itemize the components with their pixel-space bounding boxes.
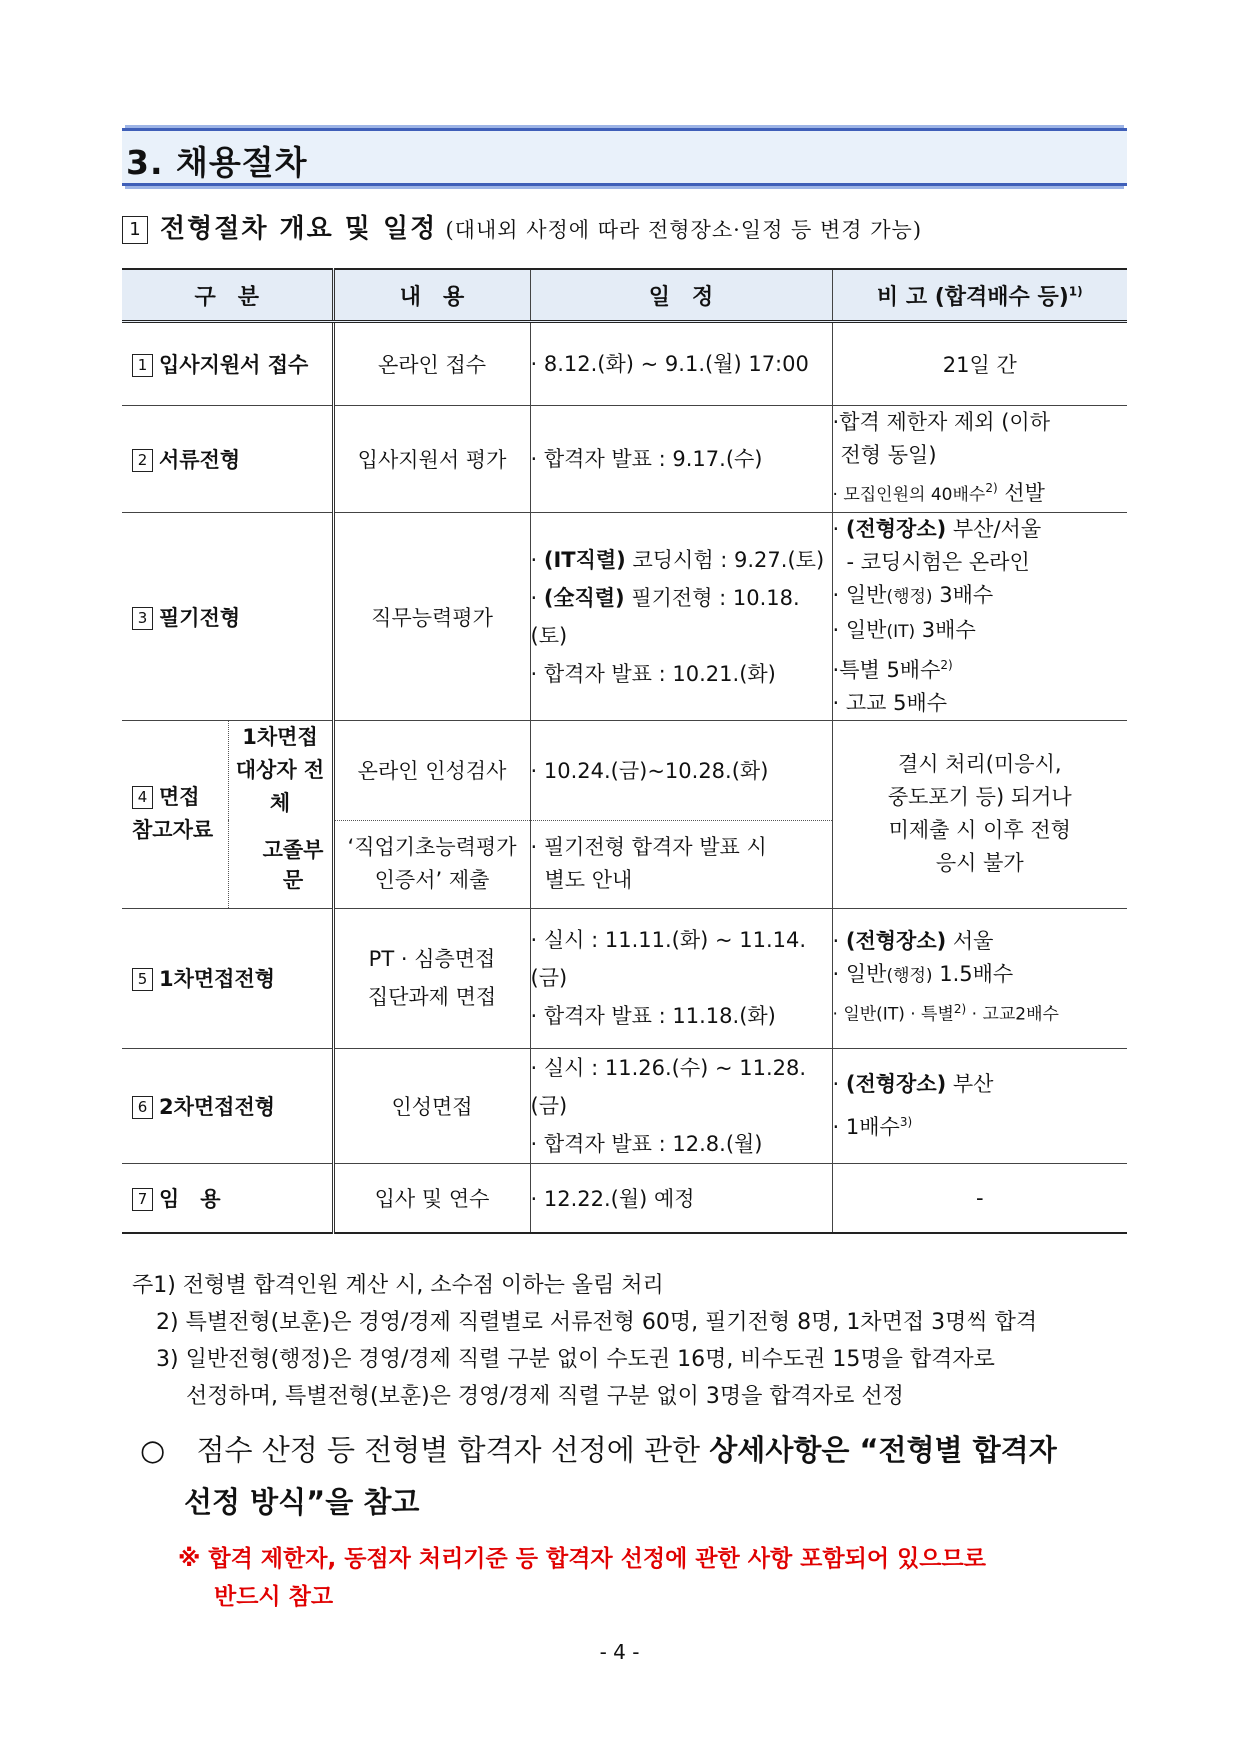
remark-line: - 코딩시험은 온라인 — [846, 550, 1030, 574]
remark-text: ·특별 5배수 — [832, 658, 941, 682]
content-line: 집단과제 면접 — [367, 985, 497, 1009]
page-number: - 4 - — [599, 1640, 640, 1664]
schedule-line — [531, 541, 832, 579]
row-label-text: 필기전형 — [159, 605, 241, 630]
remark-line — [833, 513, 1128, 546]
remark-bold: (전형장소) — [845, 517, 947, 541]
table-row — [122, 406, 1127, 513]
row-schedule — [530, 908, 832, 1048]
table-row — [122, 322, 1127, 406]
remark-line: 결시 처리(미응시, — [897, 752, 1062, 777]
remark-line: · 고교 5배수 — [832, 691, 948, 715]
row-label — [122, 322, 333, 406]
sub-heading — [122, 208, 922, 245]
table-row — [122, 721, 1127, 821]
schedule-table — [122, 268, 1127, 1234]
row-number: 1 — [132, 354, 153, 377]
remark-text: · — [832, 517, 846, 541]
remark-sup: 2) — [940, 658, 953, 672]
bullet-icon: ○ — [140, 1433, 166, 1467]
remark-bold: (전형장소) — [845, 1072, 947, 1096]
header-schedule: 일 정 — [530, 269, 832, 322]
remark-text: · — [832, 1072, 846, 1096]
row-label — [122, 908, 333, 1048]
remark-line — [833, 472, 1128, 512]
schedule-line: · 필기전형 합격자 발표 시 — [530, 835, 767, 859]
table-row — [122, 513, 1127, 721]
schedule-line: · 합격자 발표 : 11.18.(화) — [530, 1004, 776, 1028]
sub-heading-title: 전형절차 개요 및 일정 — [160, 214, 438, 244]
schedule-text: 코딩시험 : 9.27.(토) — [625, 547, 825, 572]
schedule-line: 별도 안내 — [544, 868, 633, 892]
remark-text: (행정) — [886, 965, 933, 986]
content-line: PT · 심층면접 — [368, 947, 496, 971]
row-schedule: · 10.24.(금)~10.28.(화) — [530, 721, 832, 821]
schedule-line — [531, 579, 832, 655]
header-remark-sup: 1) — [1068, 284, 1083, 299]
remark-text: · 일반 — [832, 618, 887, 642]
table-row — [122, 1163, 1127, 1233]
warning-line-1: ※ 합격 제한자, 동점자 처리기준 등 합격자 선정에 관한 사항 포함되어 있으므로 — [178, 1546, 986, 1572]
header-content: 내 용 — [333, 269, 530, 322]
table-row — [122, 908, 1127, 1048]
row-label-text: 1차면접전형 — [159, 967, 276, 991]
header-remark-text: 비 고 (합격배수 등) — [876, 284, 1069, 310]
row-content: 온라인 접수 — [333, 322, 530, 406]
schedule-line: · 합격자 발표 : 9.17.(수) — [530, 447, 763, 471]
header-remark — [832, 269, 1127, 322]
detail-line-2 — [184, 1480, 419, 1521]
table-row — [122, 1048, 1127, 1163]
row-label — [122, 721, 228, 909]
schedule-line: · 실시 : 11.26.(수) ~ 11.28.(금) — [530, 1055, 807, 1118]
remark-line: 미제출 시 이후 전형 — [888, 818, 1071, 843]
detail-line-1 — [140, 1428, 1057, 1469]
remark-text: 부산 — [946, 1072, 994, 1096]
footnote-3a: 3) 일반전형(행정)은 경영/경제 직렬 구분 없이 수도권 16명, 비수도권 15명을 합격자로 — [156, 1347, 995, 1372]
footnote-1: 주1) 전형별 합격인원 계산 시, 소수점 이하는 올림 처리 — [132, 1273, 664, 1298]
remark-line — [833, 925, 1128, 958]
row-schedule — [530, 406, 832, 513]
row-label — [122, 406, 333, 513]
schedule-line: · 합격자 발표 : 10.21.(화) — [530, 661, 776, 686]
remark-sup: 2) — [985, 481, 998, 495]
remark-text: · — [832, 928, 846, 953]
row-number: 5 — [132, 968, 153, 991]
row-number: 4 — [132, 786, 153, 809]
row-schedule — [530, 513, 832, 721]
detail-text: 점수 산정 등 전형별 합격자 선정에 관한 — [196, 1433, 710, 1467]
remark-line: 응시 불가 — [935, 851, 1024, 876]
footnote-2: 2) 특별전형(보훈)은 경영/경제 직렬별로 서류전형 60명, 필기전형 8명, 1차면접 3명씩 합격 — [156, 1310, 1038, 1335]
remark-line — [833, 1103, 1128, 1146]
schedule-line: · 실시 : 11.11.(화) ~ 11.14.(금) — [530, 928, 807, 990]
row-remark — [832, 513, 1127, 721]
schedule-text: · — [530, 585, 544, 610]
sub-heading-note: (대내외 사정에 따라 전형장소·일정 등 변경 가능) — [445, 218, 923, 242]
sub-heading-number: 1 — [122, 216, 148, 244]
row-content — [333, 908, 530, 1048]
remark-line — [833, 958, 1128, 993]
row-content: 직무능력평가 — [333, 513, 530, 721]
remark-text: (IT) — [876, 1004, 905, 1025]
row-content: 온라인 인성검사 — [333, 721, 530, 821]
row-number: 3 — [132, 607, 153, 630]
row-remark: 21일 간 — [832, 322, 1127, 406]
remark-line: 중도포기 등) 되거나 — [887, 785, 1072, 810]
remark-sup: 2) — [953, 1001, 967, 1016]
row-label-text: 면접 — [159, 785, 200, 810]
row-label-text: 2차면접전형 — [159, 1094, 276, 1119]
remark-text: 선발 — [997, 481, 1045, 505]
sublabel-line: 1차면접 — [242, 725, 318, 749]
row-label — [122, 1163, 333, 1233]
remark-line — [833, 614, 1128, 649]
row-schedule — [530, 820, 832, 908]
remark-line — [833, 579, 1128, 614]
remark-text: 부산/서울 — [946, 517, 1042, 541]
detail-bold: 상세사항은 “전형별 합격자 — [709, 1433, 1057, 1467]
row-number: 6 — [132, 1096, 153, 1119]
row-label — [122, 513, 333, 721]
remark-text: · 고교2배수 — [966, 1004, 1059, 1025]
table-header-row — [122, 269, 1127, 322]
row-number: 2 — [132, 449, 153, 472]
remark-line: 전형 동일) — [840, 443, 937, 467]
remark-text: · 일반 — [832, 583, 887, 607]
content-line: 인증서’ 제출 — [374, 868, 490, 892]
remark-text: 3배수 — [915, 618, 976, 642]
row-content: 입사 및 연수 — [333, 1163, 530, 1233]
footnote-3b: 선정하며, 특별전형(보훈)은 경영/경제 직렬 구분 없이 3명을 합격자로 선정 — [186, 1384, 904, 1409]
remark-text: · 1배수 — [832, 1115, 900, 1139]
content-line: ‘직업기초능력평가 — [347, 835, 517, 859]
row-label — [122, 1048, 333, 1163]
remark-text: · 특별 — [904, 1004, 954, 1025]
row-content: 인성면접 — [333, 1048, 530, 1163]
row-label-line — [132, 781, 228, 814]
row-remark — [832, 721, 1127, 909]
schedule-bold: (全직렬) — [543, 585, 625, 610]
remark-text: (IT) — [886, 622, 916, 642]
row-schedule — [530, 1048, 832, 1163]
remark-text: 1.5배수 — [932, 961, 1014, 986]
schedule-text: · — [530, 547, 544, 572]
row-number: 7 — [132, 1188, 153, 1211]
row-sublabel — [228, 721, 333, 821]
remark-text: 3배수 — [932, 583, 994, 607]
schedule-bold: (IT직렬) — [543, 547, 626, 572]
row-remark — [832, 908, 1127, 1048]
remark-text: · 일반 — [832, 1004, 877, 1025]
row-content: 입사지원서 평가 — [333, 406, 530, 513]
warning-line-2: 반드시 참고 — [214, 1584, 334, 1610]
row-schedule: · 12.22.(월) 예정 — [530, 1163, 832, 1233]
remark-text: · 모집인원의 40배수 — [832, 485, 986, 505]
row-label-text: 임 용 — [159, 1186, 221, 1211]
section-title-bar — [122, 128, 1127, 186]
row-label-text: 참고자료 — [132, 818, 214, 843]
row-label-text: 서류전형 — [159, 448, 241, 472]
section-title: 3. 채용절차 — [126, 143, 308, 182]
schedule-line: · 8.12.(화) ~ 9.1.(월) 17:00 — [530, 352, 809, 376]
remark-line — [833, 993, 1128, 1032]
sublabel-line: 대상자 전체 — [235, 758, 325, 815]
row-remark — [832, 406, 1127, 513]
schedule-text: 필기전형 : 10.18.(토) — [530, 585, 800, 648]
row-schedule — [530, 322, 832, 406]
remark-line: ·합격 제한자 제외 (이하 — [832, 410, 1050, 434]
remark-sup: 3) — [899, 1115, 913, 1129]
row-remark: - — [832, 1163, 1127, 1233]
remark-line — [833, 1065, 1128, 1103]
remark-text: (행정) — [886, 587, 933, 607]
remark-text: 서울 — [946, 928, 994, 953]
row-label-text: 입사지원서 접수 — [159, 353, 309, 377]
detail-bold: 선정 방식”을 참고 — [184, 1485, 420, 1519]
remark-text: · 일반 — [832, 961, 887, 986]
row-sublabel: 고졸부문 — [228, 820, 333, 908]
schedule-line: · 합격자 발표 : 12.8.(월) — [530, 1131, 763, 1156]
header-category: 구 분 — [122, 269, 333, 322]
remark-line — [833, 649, 1128, 687]
remark-bold: (전형장소) — [845, 928, 947, 953]
row-content — [333, 820, 530, 908]
row-remark — [832, 1048, 1127, 1163]
